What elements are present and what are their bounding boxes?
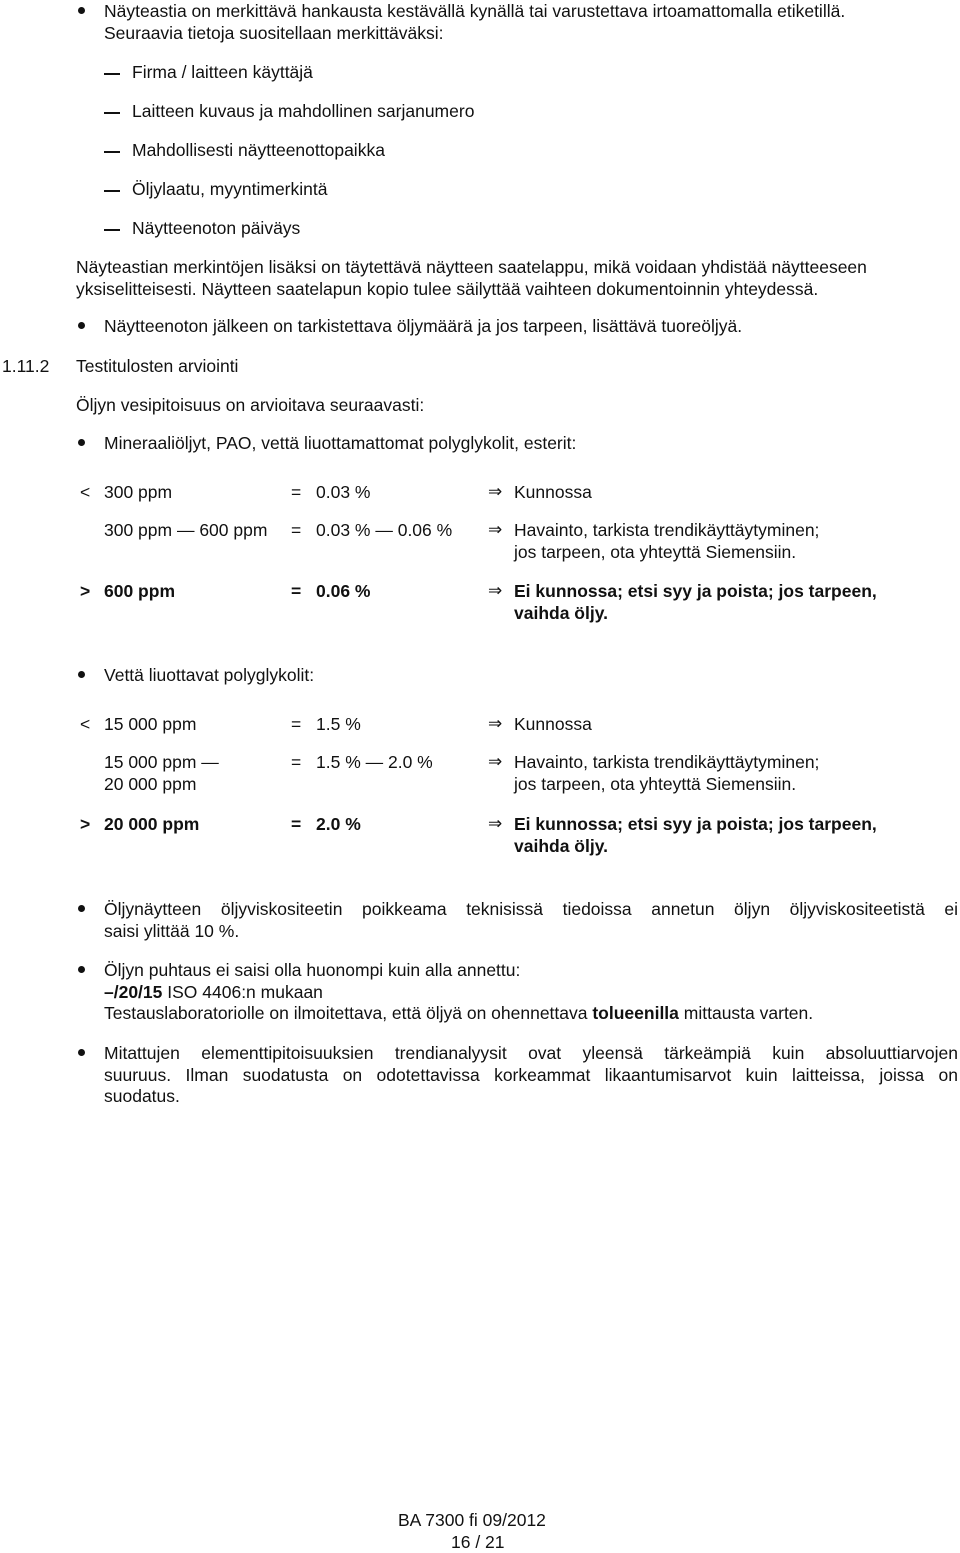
implies-arrow-icon: ⇒ — [488, 581, 503, 600]
table1-row1-result: Kunnossa — [514, 482, 592, 502]
dash-marker — [104, 190, 120, 192]
table1-row1-eq: = — [291, 482, 302, 502]
table2-row1-range: 15 000 ppm — [104, 714, 197, 734]
table2-row2-percent: 1.5 % — 2.0 % — [316, 752, 433, 772]
viscosity-line-1: Öljynäytteen öljyviskositeetin poikkeama teknisissä tiedoissa annetun öljyn öljyviskositeetistä ei — [104, 899, 958, 919]
implies-arrow-icon: ⇒ — [488, 814, 503, 833]
table2-heading: Vettä liuottavat polyglykolit: — [104, 665, 315, 685]
table1-row2-percent: 0.03 % — 0.06 % — [316, 520, 453, 540]
dash-marker — [104, 73, 120, 75]
table1-row2-result: Havainto, tarkista trendikäyttäytyminen; — [514, 520, 820, 540]
trend-line-2: suuruus. Ilman suodatusta on odotettavissa korkeammat likaantumisarvot kuin laitteissa, joissa on — [104, 1065, 958, 1085]
table1-heading: Mineraaliöljyt, PAO, vettä liuottamattomat polyglykolit, esterit: — [104, 433, 577, 453]
bullet-dot — [78, 905, 85, 912]
purity-line3-bold: tolueenilla — [592, 1003, 679, 1023]
table2-row3-result-cont: vaihda öljy. — [514, 836, 609, 856]
bullet-dot — [78, 7, 85, 14]
footer-doc-id: BA 7300 fi 09/2012 — [398, 1510, 546, 1530]
bullet-dot — [78, 671, 85, 678]
table2-row3-symbol: > — [80, 814, 91, 834]
dash-item: Näytteenoton päiväys — [132, 218, 301, 238]
implies-arrow-icon: ⇒ — [488, 752, 503, 771]
dash-item: Öljylaatu, myyntimerkintä — [132, 179, 328, 199]
table2-row2-range: 15 000 ppm — — [104, 752, 219, 772]
table1-row2-eq: = — [291, 520, 302, 540]
bullet-dot — [78, 322, 85, 329]
table2-row3-result: Ei kunnossa; etsi syy ja poista; jos tarpeen, — [514, 814, 877, 834]
dash-marker — [104, 151, 120, 153]
purity-line-3 — [104, 1002, 813, 1024]
dash-item: Firma / laitteen käyttäjä — [132, 62, 313, 82]
paragraph-line: yksiselitteisesti. Näytteen saatelapun kopio tulee säilyttää vaihteen dokumentoinnin yhteydessä. — [76, 279, 819, 299]
table1-row1-symbol: < — [80, 482, 91, 502]
table1-row2-range: 300 ppm — 600 ppm — [104, 520, 268, 540]
footer-page-number: 16 / 21 — [451, 1532, 505, 1552]
purity-line3-post: mittausta varten. — [678, 1003, 814, 1023]
table1-row3-result: Ei kunnossa; etsi syy ja poista; jos tarpeen, — [514, 581, 877, 601]
table2-row3-eq: = — [291, 814, 302, 834]
bullet-dot — [78, 439, 85, 446]
dash-item: Laitteen kuvaus ja mahdollinen sarjanumero — [132, 101, 475, 121]
table2-row3-percent: 2.0 % — [316, 814, 361, 834]
section-number: 1.11.2 — [2, 356, 50, 376]
intro-line-2: Seuraavia tietoja suositellaan merkittäväksi: — [104, 23, 444, 43]
table1-row3-symbol: > — [80, 581, 91, 601]
section-lead: Öljyn vesipitoisuus on arvioitava seuraavasti: — [76, 395, 425, 415]
bullet-dot — [78, 966, 85, 973]
intro-line-1: Näyteastia on merkittävä hankausta kestävällä kynällä tai varustettava irtoamattomalla etiketillä. — [104, 1, 846, 21]
table1-row3-eq: = — [291, 581, 302, 601]
table2-row1-symbol: < — [80, 714, 91, 734]
paragraph-line: Näyteastian merkintöjen lisäksi on täytettävä näytteen saatelappu, mikä voidaan yhdistää näytteeseen — [76, 257, 867, 277]
dash-item: Mahdollisesti näytteenottopaikka — [132, 140, 385, 160]
implies-arrow-icon: ⇒ — [488, 482, 503, 501]
table1-row2-result-cont: jos tarpeen, ota yhteyttä Siemensiin. — [514, 542, 797, 562]
table2-row2-range-cont: 20 000 ppm — [104, 774, 197, 794]
table1-row1-percent: 0.03 % — [316, 482, 371, 502]
table1-row3-percent: 0.06 % — [316, 581, 371, 601]
table2-row2-result-cont: jos tarpeen, ota yhteyttä Siemensiin. — [514, 774, 797, 794]
dash-marker — [104, 229, 120, 231]
trend-line-3: suodatus. — [104, 1086, 180, 1106]
table2-row1-result: Kunnossa — [514, 714, 592, 734]
purity-code: –/20/15 — [104, 982, 163, 1002]
dash-marker — [104, 112, 120, 114]
table1-row1-range: 300 ppm — [104, 482, 173, 502]
purity-line-1: Öljyn puhtaus ei saisi olla huonompi kuin alla annettu: — [104, 960, 521, 980]
purity-line-2 — [104, 981, 323, 1003]
purity-code-rest: ISO 4406:n mukaan — [162, 982, 323, 1002]
bullet-text: Näytteenoton jälkeen on tarkistettava öljymäärä ja jos tarpeen, lisättävä tuoreöljyä. — [104, 316, 743, 336]
table2-row3-range: 20 000 ppm — [104, 814, 200, 834]
trend-line-1: Mitattujen elementtipitoisuuksien trendianalyysit ovat yleensä tärkeämpiä kuin absoluuttiarvojen — [104, 1043, 958, 1063]
implies-arrow-icon: ⇒ — [488, 520, 503, 539]
bullet-dot — [78, 1049, 85, 1056]
table1-row3-result-cont: vaihda öljy. — [514, 603, 609, 623]
table1-row3-range: 600 ppm — [104, 581, 175, 601]
section-title: Testitulosten arviointi — [76, 356, 239, 376]
table2-row1-eq: = — [291, 714, 302, 734]
implies-arrow-icon: ⇒ — [488, 714, 503, 733]
viscosity-line-2: saisi ylittää 10 %. — [104, 921, 240, 941]
table2-row2-result: Havainto, tarkista trendikäyttäytyminen; — [514, 752, 820, 772]
table2-row2-eq: = — [291, 752, 302, 772]
purity-line3-pre: Testauslaboratoriolle on ilmoitettava, että öljyä on ohennettava — [104, 1003, 593, 1023]
table2-row1-percent: 1.5 % — [316, 714, 361, 734]
